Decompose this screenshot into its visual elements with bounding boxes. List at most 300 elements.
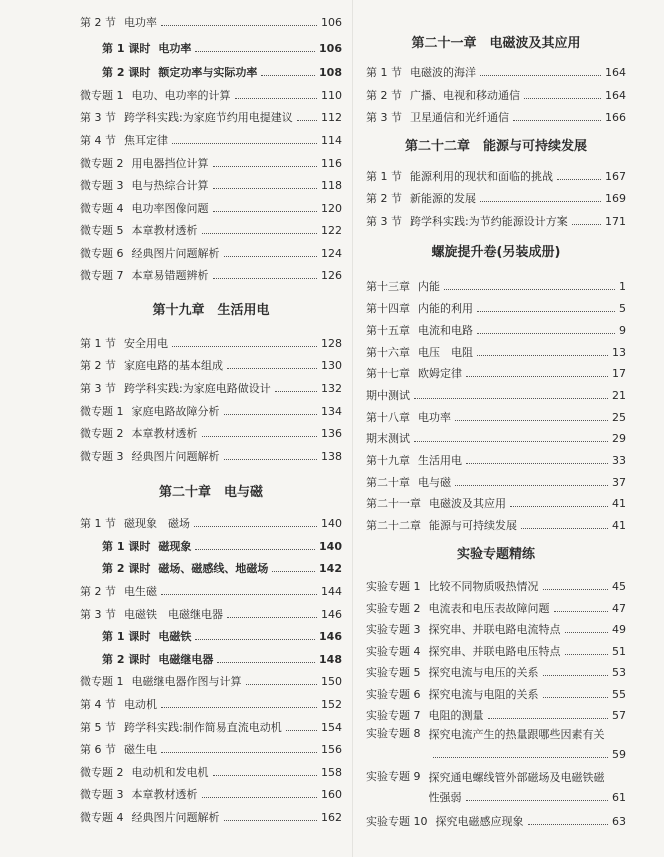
toc-entry[interactable] bbox=[80, 333, 342, 353]
toc-entry[interactable] bbox=[366, 705, 626, 725]
dot-leader bbox=[161, 751, 317, 753]
entry-title: 家庭电路的基本组成 bbox=[124, 359, 223, 372]
dot-leader bbox=[477, 332, 615, 334]
entry-title: 电与热综合计算 bbox=[131, 179, 209, 192]
page-number: 59 bbox=[612, 747, 626, 761]
dot-leader bbox=[521, 527, 608, 529]
entry-label: 期中测试 bbox=[366, 389, 410, 402]
entry-label: 第 3 节 bbox=[80, 382, 116, 395]
entry-label: 第 4 节 bbox=[80, 698, 116, 711]
entry-title: 电磁波及其应用 bbox=[429, 497, 506, 510]
page-number: 152 bbox=[321, 697, 342, 711]
page-number: 134 bbox=[321, 404, 342, 418]
entry-label: 第 3 节 bbox=[80, 111, 116, 124]
dot-leader bbox=[194, 525, 317, 527]
entry-label: 微专题 3 bbox=[80, 450, 124, 463]
entry-label: 微专题 3 bbox=[80, 179, 124, 192]
entry-label: 实验专题 5 bbox=[366, 666, 421, 679]
page-number: 106 bbox=[321, 15, 342, 29]
toc-entry[interactable] bbox=[80, 536, 342, 556]
entry-title: 磁现象 磁场 bbox=[124, 517, 190, 530]
toc-entry[interactable] bbox=[80, 423, 342, 443]
entry-title: 电功率 bbox=[124, 16, 157, 29]
dot-leader bbox=[543, 696, 609, 698]
entry-title: 用电器挡位计算 bbox=[131, 157, 209, 170]
dot-leader bbox=[286, 729, 317, 731]
toc-entry[interactable] bbox=[80, 513, 342, 533]
entry-label: 第 3 节 bbox=[366, 215, 402, 228]
dot-leader bbox=[224, 255, 318, 257]
entry-label: 微专题 1 bbox=[80, 405, 124, 418]
entry-label: 微专题 4 bbox=[80, 811, 124, 824]
dot-leader bbox=[202, 796, 318, 798]
dot-leader bbox=[213, 187, 318, 189]
page-number: 25 bbox=[612, 410, 626, 424]
page-number: 166 bbox=[605, 110, 626, 124]
entry-title: 家庭电路故障分析 bbox=[131, 405, 220, 418]
page-number: 156 bbox=[321, 742, 342, 756]
entry-label: 第 2 节 bbox=[366, 89, 402, 102]
toc-entry[interactable] bbox=[80, 671, 342, 691]
entry-title: 本章教材透析 bbox=[131, 224, 198, 237]
toc-entry[interactable] bbox=[366, 641, 626, 661]
dot-leader bbox=[161, 593, 317, 595]
entry-title: 电动机和发电机 bbox=[131, 766, 209, 779]
entry-title: 电流和电路 bbox=[418, 324, 473, 337]
entry-label: 第十六章 bbox=[366, 346, 410, 359]
page-number: 164 bbox=[605, 65, 626, 79]
dot-leader bbox=[565, 631, 609, 633]
entry-title: 电功率 bbox=[418, 411, 451, 424]
toc-entry[interactable] bbox=[366, 62, 626, 82]
dot-leader bbox=[433, 756, 609, 758]
page-number: 63 bbox=[612, 814, 626, 828]
toc-entry[interactable] bbox=[80, 38, 342, 58]
entry-title: 电功率图像问题 bbox=[131, 202, 209, 215]
dot-leader bbox=[444, 288, 615, 290]
toc-entry[interactable] bbox=[366, 320, 626, 340]
entry-title-continued: 性强弱 bbox=[428, 791, 462, 804]
toc-entry[interactable] bbox=[80, 626, 342, 646]
page-number: 45 bbox=[612, 579, 626, 593]
page-number: 154 bbox=[321, 720, 342, 734]
entry-label: 第十五章 bbox=[366, 324, 410, 337]
entry-title: 额定功率与实际功率 bbox=[158, 66, 258, 79]
entry-label: 微专题 7 bbox=[80, 269, 124, 282]
page-number: 171 bbox=[605, 214, 626, 228]
entry-title: 探究电流与电阻的关系 bbox=[428, 688, 539, 701]
page-number: 136 bbox=[321, 426, 342, 440]
dot-leader bbox=[477, 310, 615, 312]
toc-entry[interactable] bbox=[80, 694, 342, 714]
entry-title: 安全用电 bbox=[124, 337, 168, 350]
dot-leader bbox=[554, 610, 609, 612]
entry-title: 跨学科实践:为节约能源设计方案 bbox=[410, 215, 568, 228]
page-number: 162 bbox=[321, 810, 342, 824]
entry-label: 第十七章 bbox=[366, 367, 410, 380]
entry-title: 探究通电螺线管外部磁场及电磁铁磁 bbox=[428, 771, 605, 784]
toc-entry[interactable] bbox=[80, 739, 342, 759]
dot-leader bbox=[565, 653, 609, 655]
dot-leader bbox=[414, 397, 608, 399]
toc-entry[interactable] bbox=[80, 784, 342, 804]
page-number: 114 bbox=[321, 133, 342, 147]
page-number: 108 bbox=[319, 65, 342, 79]
entry-label: 实验专题 10 bbox=[366, 815, 428, 828]
toc-entry[interactable] bbox=[366, 166, 626, 186]
entry-label: 实验专题 9 bbox=[366, 770, 421, 783]
page-number: 61 bbox=[612, 790, 626, 804]
entry-label: 第 1 课时 bbox=[102, 630, 151, 643]
toc-entry[interactable] bbox=[366, 107, 626, 127]
entry-label: 实验专题 2 bbox=[366, 602, 421, 615]
dot-leader bbox=[217, 661, 315, 663]
entry-label: 第 1 节 bbox=[80, 337, 116, 350]
entry-title: 经典图片问题解析 bbox=[131, 247, 220, 260]
dot-leader bbox=[227, 367, 317, 369]
entry-title: 电磁继电器 bbox=[158, 653, 214, 666]
entry-label: 第 2 节 bbox=[80, 585, 116, 598]
dot-leader bbox=[557, 178, 601, 180]
toc-entry[interactable] bbox=[366, 363, 626, 383]
page-number: 33 bbox=[612, 453, 626, 467]
page-number: 124 bbox=[321, 246, 342, 260]
entry-title: 能源与可持续发展 bbox=[429, 519, 517, 532]
page-number: 21 bbox=[612, 388, 626, 402]
dot-leader bbox=[195, 638, 315, 640]
chapter-heading: 第二十二章 能源与可持续发展 bbox=[404, 139, 587, 154]
entry-label: 实验专题 3 bbox=[366, 623, 421, 636]
page-number: 37 bbox=[612, 475, 626, 489]
toc-entry[interactable] bbox=[80, 175, 342, 195]
entry-label: 实验专题 1 bbox=[366, 580, 421, 593]
entry-title: 能源利用的现状和面临的挑战 bbox=[410, 170, 553, 183]
toc-entry[interactable] bbox=[80, 604, 342, 624]
page-number: 57 bbox=[612, 708, 626, 722]
entry-title: 探究串、并联电路电压特点 bbox=[428, 645, 561, 658]
entry-label: 第 1 节 bbox=[366, 66, 402, 79]
dot-leader bbox=[513, 119, 601, 121]
entry-label: 微专题 1 bbox=[80, 89, 124, 102]
toc-entry[interactable] bbox=[366, 576, 626, 596]
toc-entry[interactable] bbox=[366, 724, 626, 764]
toc-entry[interactable] bbox=[80, 762, 342, 782]
entry-label: 第 2 节 bbox=[366, 192, 402, 205]
dot-leader bbox=[224, 458, 318, 460]
entry-label: 第 2 课时 bbox=[102, 66, 151, 79]
entry-label: 第二十一章 bbox=[366, 497, 421, 510]
page-number: 164 bbox=[605, 88, 626, 102]
page-number: 146 bbox=[319, 629, 342, 643]
entry-title: 新能源的发展 bbox=[410, 192, 476, 205]
entry-title: 电动机 bbox=[124, 698, 157, 711]
entry-title: 电磁铁 bbox=[158, 630, 192, 643]
entry-label: 微专题 2 bbox=[80, 427, 124, 440]
entry-label: 实验专题 7 bbox=[366, 709, 421, 722]
dot-leader bbox=[480, 200, 601, 202]
chapter-heading: 第二十章 电与磁 bbox=[158, 485, 263, 500]
toc-entry[interactable] bbox=[366, 472, 626, 492]
toc-entry[interactable] bbox=[80, 243, 342, 263]
toc-entry[interactable] bbox=[366, 211, 626, 231]
entry-label: 微专题 1 bbox=[80, 675, 124, 688]
toc-entry[interactable] bbox=[80, 378, 342, 398]
entry-label: 微专题 5 bbox=[80, 224, 124, 237]
page-number: 29 bbox=[612, 431, 626, 445]
entry-title: 焦耳定律 bbox=[124, 134, 168, 147]
toc-entry[interactable] bbox=[366, 385, 626, 405]
page-number: 126 bbox=[321, 268, 342, 282]
entry-label: 微专题 3 bbox=[80, 788, 124, 801]
entry-title: 磁生电 bbox=[124, 743, 157, 756]
toc-entry[interactable] bbox=[366, 428, 626, 448]
entry-label: 实验专题 6 bbox=[366, 688, 421, 701]
entry-title: 探究电流产生的热量跟哪些因素有关 bbox=[428, 728, 605, 741]
entry-label: 第十三章 bbox=[366, 280, 410, 293]
page-number: 158 bbox=[321, 765, 342, 779]
toc-entry[interactable] bbox=[366, 450, 626, 470]
dot-leader bbox=[543, 588, 609, 590]
entry-title: 探究电磁感应现象 bbox=[435, 815, 524, 828]
entry-title: 电功、电功率的计算 bbox=[131, 89, 231, 102]
page-number: 116 bbox=[321, 156, 342, 170]
dot-leader bbox=[297, 119, 317, 121]
page-number: 112 bbox=[321, 110, 342, 124]
entry-label: 第 2 课时 bbox=[102, 653, 151, 666]
page-number: 140 bbox=[319, 539, 342, 553]
dot-leader bbox=[272, 570, 315, 572]
entry-label: 第 3 节 bbox=[366, 111, 402, 124]
entry-title: 电与磁 bbox=[418, 476, 451, 489]
entry-label: 第十九章 bbox=[366, 454, 410, 467]
entry-title: 生活用电 bbox=[418, 454, 462, 467]
entry-title: 跨学科实践:制作简易直流电动机 bbox=[124, 721, 282, 734]
toc-entry[interactable] bbox=[80, 649, 342, 669]
toc-entry[interactable] bbox=[366, 188, 626, 208]
dot-leader bbox=[455, 419, 608, 421]
toc-entry[interactable] bbox=[80, 446, 342, 466]
toc-entry[interactable] bbox=[80, 581, 342, 601]
page-number: 122 bbox=[321, 223, 342, 237]
entry-title: 内能的利用 bbox=[418, 302, 473, 315]
page-number: 41 bbox=[612, 518, 626, 532]
entry-label: 期末测试 bbox=[366, 432, 410, 445]
page-number: 5 bbox=[619, 301, 626, 315]
toc-entry[interactable] bbox=[366, 684, 626, 704]
dot-leader bbox=[246, 683, 318, 685]
column-divider bbox=[352, 0, 353, 857]
entry-label: 微专题 2 bbox=[80, 766, 124, 779]
page-number: 150 bbox=[321, 674, 342, 688]
toc-entry[interactable] bbox=[366, 811, 626, 831]
dot-leader bbox=[213, 774, 318, 776]
dot-leader bbox=[510, 505, 608, 507]
page-number: 106 bbox=[319, 41, 342, 55]
entry-title: 电阻的测量 bbox=[428, 709, 484, 722]
dot-leader bbox=[213, 210, 318, 212]
dot-leader bbox=[466, 375, 608, 377]
chapter-heading: 第二十一章 电磁波及其应用 bbox=[411, 36, 581, 51]
entry-title: 经典图片问题解析 bbox=[131, 450, 220, 463]
dot-leader bbox=[414, 440, 608, 442]
dot-leader bbox=[227, 616, 317, 618]
toc-entry[interactable] bbox=[80, 12, 342, 32]
toc-entry[interactable] bbox=[366, 515, 626, 535]
page-number: 9 bbox=[619, 323, 626, 337]
entry-label: 第十四章 bbox=[366, 302, 410, 315]
entry-label: 实验专题 4 bbox=[366, 645, 421, 658]
page-number: 142 bbox=[319, 561, 342, 575]
dot-leader bbox=[488, 717, 609, 719]
dot-leader bbox=[161, 706, 317, 708]
entry-title: 探究串、并联电路电流特点 bbox=[428, 623, 561, 636]
entry-title: 本章教材透析 bbox=[131, 427, 198, 440]
toc-entry[interactable] bbox=[366, 493, 626, 513]
page-number: 120 bbox=[321, 201, 342, 215]
dot-leader bbox=[524, 97, 601, 99]
chapter-heading: 螺旋提升卷(另装成册) bbox=[431, 245, 561, 260]
page-number: 1 bbox=[619, 279, 626, 293]
toc-entry[interactable] bbox=[80, 355, 342, 375]
entry-label: 第二十章 bbox=[366, 476, 410, 489]
entry-title: 电磁铁 电磁继电器 bbox=[124, 608, 223, 621]
toc-entry[interactable] bbox=[366, 407, 626, 427]
toc-entry[interactable] bbox=[80, 62, 342, 82]
toc-entry[interactable] bbox=[366, 298, 626, 318]
toc-entry[interactable] bbox=[80, 220, 342, 240]
entry-label: 第二十二章 bbox=[366, 519, 421, 532]
entry-label: 微专题 2 bbox=[80, 157, 124, 170]
page-number: 132 bbox=[321, 381, 342, 395]
entry-title: 电磁继电器作图与计算 bbox=[131, 675, 242, 688]
dot-leader bbox=[213, 277, 318, 279]
entry-label: 实验专题 8 bbox=[366, 727, 421, 740]
toc-entry[interactable] bbox=[80, 265, 342, 285]
entry-label: 微专题 4 bbox=[80, 202, 124, 215]
entry-title: 跨学科实践:为家庭电路做设计 bbox=[124, 382, 271, 395]
dot-leader bbox=[543, 674, 609, 676]
dot-leader bbox=[466, 799, 609, 801]
entry-label: 微专题 6 bbox=[80, 247, 124, 260]
dot-leader bbox=[480, 74, 601, 76]
entry-title: 磁场、磁感线、地磁场 bbox=[158, 562, 269, 575]
toc-entry[interactable] bbox=[80, 558, 342, 578]
page-number: 51 bbox=[612, 644, 626, 658]
dot-leader bbox=[202, 232, 318, 234]
page-number: 47 bbox=[612, 601, 626, 615]
toc-entry[interactable] bbox=[366, 85, 626, 105]
dot-leader bbox=[572, 223, 601, 225]
entry-title: 电功率 bbox=[158, 42, 192, 55]
page-number: 118 bbox=[321, 178, 342, 192]
page-number: 148 bbox=[319, 652, 342, 666]
toc-entry[interactable] bbox=[366, 276, 626, 296]
page-number: 138 bbox=[321, 449, 342, 463]
entry-title: 经典图片问题解析 bbox=[131, 811, 220, 824]
dot-leader bbox=[202, 435, 318, 437]
entry-label: 第 2 节 bbox=[80, 359, 116, 372]
toc-entry[interactable] bbox=[80, 85, 342, 105]
page-number: 146 bbox=[321, 607, 342, 621]
page-number: 144 bbox=[321, 584, 342, 598]
entry-title: 欧姆定律 bbox=[418, 367, 462, 380]
dot-leader bbox=[161, 24, 317, 26]
toc-entry[interactable] bbox=[366, 767, 626, 807]
dot-leader bbox=[224, 413, 318, 415]
entry-title: 电流表和电压表故障问题 bbox=[428, 602, 550, 615]
page-number: 17 bbox=[612, 366, 626, 380]
entry-title: 跨学科实践:为家庭节约用电提建议 bbox=[124, 111, 293, 124]
entry-title: 电压 电阻 bbox=[418, 346, 473, 359]
entry-title: 卫星通信和光纤通信 bbox=[410, 111, 509, 124]
page-number: 41 bbox=[612, 496, 626, 510]
chapter-heading: 第十九章 生活用电 bbox=[152, 303, 270, 318]
entry-label: 第 1 节 bbox=[366, 170, 402, 183]
toc-entry[interactable] bbox=[366, 342, 626, 362]
page-number: 53 bbox=[612, 665, 626, 679]
page-number: 140 bbox=[321, 516, 342, 530]
entry-label: 第 4 节 bbox=[80, 134, 116, 147]
toc-entry[interactable] bbox=[80, 107, 342, 127]
toc-entry[interactable] bbox=[80, 153, 342, 173]
entry-title: 电磁波的海洋 bbox=[410, 66, 476, 79]
toc-entry[interactable] bbox=[366, 598, 626, 618]
toc-entry[interactable] bbox=[80, 807, 342, 827]
entry-title: 比较不同物质吸热情况 bbox=[428, 580, 539, 593]
entry-label: 第 3 节 bbox=[80, 608, 116, 621]
toc-entry[interactable] bbox=[366, 662, 626, 682]
dot-leader bbox=[195, 50, 315, 52]
entry-label: 第 1 节 bbox=[80, 517, 116, 530]
dot-leader bbox=[172, 142, 317, 144]
entry-title: 电生磁 bbox=[124, 585, 157, 598]
entry-title: 探究电流与电压的关系 bbox=[428, 666, 539, 679]
chapter-heading: 实验专题精练 bbox=[456, 547, 535, 562]
dot-leader bbox=[261, 74, 315, 76]
entry-label: 第 1 课时 bbox=[102, 42, 151, 55]
toc-entry[interactable] bbox=[80, 401, 342, 421]
toc-entry[interactable] bbox=[366, 619, 626, 639]
page-number: 167 bbox=[605, 169, 626, 183]
page-number: 160 bbox=[321, 787, 342, 801]
entry-label: 第十八章 bbox=[366, 411, 410, 424]
entry-label: 第 2 节 bbox=[80, 16, 116, 29]
dot-leader bbox=[275, 390, 317, 392]
entry-title: 广播、电视和移动通信 bbox=[410, 89, 520, 102]
dot-leader bbox=[195, 548, 315, 550]
page-number: 169 bbox=[605, 191, 626, 205]
page-number: 13 bbox=[612, 345, 626, 359]
entry-label: 第 2 课时 bbox=[102, 562, 151, 575]
entry-title: 磁现象 bbox=[158, 540, 192, 553]
dot-leader bbox=[455, 484, 608, 486]
entry-label: 第 6 节 bbox=[80, 743, 116, 756]
toc-entry[interactable] bbox=[80, 198, 342, 218]
toc-entry[interactable] bbox=[80, 717, 342, 737]
page-number: 55 bbox=[612, 687, 626, 701]
dot-leader bbox=[172, 345, 317, 347]
dot-leader bbox=[477, 354, 608, 356]
dot-leader bbox=[213, 165, 318, 167]
entry-title: 本章教材透析 bbox=[131, 788, 198, 801]
entry-label: 第 1 课时 bbox=[102, 540, 151, 553]
page-number: 49 bbox=[612, 622, 626, 636]
entry-label: 第 5 节 bbox=[80, 721, 116, 734]
dot-leader bbox=[528, 823, 609, 825]
toc-entry[interactable] bbox=[80, 130, 342, 150]
entry-title: 内能 bbox=[418, 280, 440, 293]
entry-title: 本章易错题辨析 bbox=[131, 269, 209, 282]
